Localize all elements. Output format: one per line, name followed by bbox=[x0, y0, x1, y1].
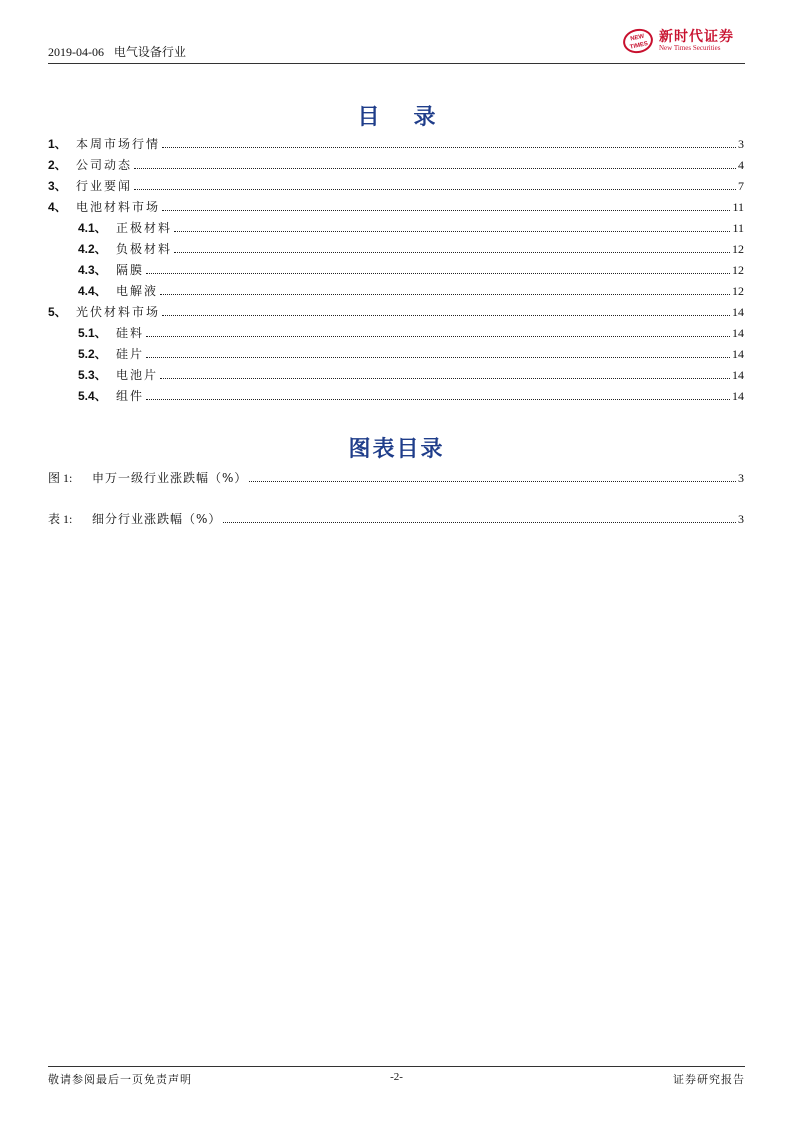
page-footer bbox=[48, 1066, 745, 1090]
toc-entry-label: 组件 bbox=[116, 389, 145, 403]
figure-entry-number: 图 1: bbox=[48, 471, 73, 485]
figure-entry-page: 3 bbox=[738, 512, 744, 526]
footer-divider bbox=[48, 1066, 745, 1067]
toc-entry-number: 4.3、 bbox=[78, 263, 107, 277]
toc-entry-label: 电池片 bbox=[116, 368, 159, 382]
toc-leader-dots bbox=[162, 147, 736, 148]
figure-entry-page: 3 bbox=[738, 471, 744, 485]
figure-entry[interactable] bbox=[48, 469, 744, 490]
toc-entry-page: 14 bbox=[732, 305, 744, 319]
figure-entry[interactable] bbox=[48, 510, 744, 531]
toc-subentry[interactable] bbox=[48, 345, 744, 366]
toc-entry-number: 4.1、 bbox=[78, 221, 107, 235]
toc-leader-dots bbox=[146, 399, 730, 400]
toc-entry-label: 光伏材料市场 bbox=[76, 305, 161, 319]
toc-leader-dots bbox=[174, 252, 730, 253]
toc-subentry[interactable] bbox=[48, 366, 744, 387]
header-info bbox=[48, 43, 186, 60]
toc-leader-dots bbox=[146, 273, 730, 274]
toc-entry-number: 3、 bbox=[48, 179, 67, 193]
toc-leader-dots bbox=[160, 294, 730, 295]
toc-leader-dots bbox=[146, 357, 730, 358]
report-date: 2019-04-06 bbox=[48, 45, 104, 59]
toc-entry-label: 公司动态 bbox=[76, 158, 133, 172]
toc-entry-page: 12 bbox=[732, 284, 744, 298]
toc-title-part-2: 录 bbox=[413, 104, 436, 130]
toc-subentry[interactable] bbox=[48, 219, 744, 240]
toc-entry-label: 本周市场行情 bbox=[76, 137, 161, 151]
page-header bbox=[48, 29, 745, 64]
toc-entry-page: 4 bbox=[738, 158, 744, 172]
logo-english-name: New Times Securities bbox=[659, 44, 721, 52]
toc-entry-label: 硅料 bbox=[116, 326, 145, 340]
toc-subentry[interactable] bbox=[48, 240, 744, 261]
footer-page-number: -2- bbox=[390, 1071, 403, 1083]
toc-entry-number: 4.2、 bbox=[78, 242, 107, 256]
header-divider bbox=[48, 63, 745, 64]
badge-line-2: TIMES bbox=[629, 41, 649, 51]
figures-title: 图表目录 bbox=[348, 436, 445, 462]
toc-entry-number: 5.1、 bbox=[78, 326, 107, 340]
toc-leader-dots bbox=[146, 336, 730, 337]
toc-entry-page: 11 bbox=[732, 221, 744, 235]
toc-entry[interactable] bbox=[48, 156, 744, 177]
toc-entry-page: 11 bbox=[732, 200, 744, 214]
toc-leader-dots bbox=[134, 189, 736, 190]
footer-report-type: 证券研究报告 bbox=[673, 1073, 745, 1086]
toc-leader-dots bbox=[162, 210, 730, 211]
figure-entry-number: 表 1: bbox=[48, 512, 73, 526]
toc-entry-label: 行业要闻 bbox=[76, 179, 133, 193]
toc-leader-dots bbox=[162, 315, 730, 316]
figure-leader-dots bbox=[223, 522, 736, 523]
toc-entry-label: 正极材料 bbox=[116, 221, 173, 235]
toc-entry-label: 硅片 bbox=[116, 347, 145, 361]
toc-entry-page: 12 bbox=[732, 242, 744, 256]
toc-title-part-1: 目 bbox=[357, 104, 380, 130]
toc-subentry[interactable] bbox=[48, 324, 744, 345]
toc-entry-number: 5.4、 bbox=[78, 389, 107, 403]
toc-entry-page: 14 bbox=[732, 368, 744, 382]
figure-entry-label: 申万一级行业涨跌幅（%） bbox=[92, 471, 248, 485]
toc-subentry[interactable] bbox=[48, 387, 744, 408]
new-times-badge-icon bbox=[621, 26, 655, 56]
toc-leader-dots bbox=[174, 231, 730, 232]
toc-subentry[interactable] bbox=[48, 282, 744, 303]
toc-entry-number: 4.4、 bbox=[78, 284, 107, 298]
figure-list bbox=[48, 469, 744, 551]
toc-entry-page: 3 bbox=[738, 137, 744, 151]
footer-disclaimer: 敬请参阅最后一页免责声明 bbox=[48, 1073, 192, 1086]
badge-line-1: NEW bbox=[629, 33, 645, 43]
logo-chinese-name: 新时代证券 bbox=[659, 29, 734, 45]
toc-subentry[interactable] bbox=[48, 261, 744, 282]
figure-entry-label: 细分行业涨跌幅（%） bbox=[92, 512, 222, 526]
toc-entry[interactable] bbox=[48, 303, 744, 324]
toc-entry-number: 5、 bbox=[48, 305, 67, 319]
toc-entry-page: 14 bbox=[732, 347, 744, 361]
toc-entry-number: 5.2、 bbox=[78, 347, 107, 361]
company-logo bbox=[623, 26, 745, 58]
toc-entry-label: 负极材料 bbox=[116, 242, 173, 256]
toc-entry[interactable] bbox=[48, 177, 744, 198]
toc-entry-page: 14 bbox=[732, 389, 744, 403]
toc-entry-number: 5.3、 bbox=[78, 368, 107, 382]
toc-entry-page: 12 bbox=[732, 263, 744, 277]
toc-title bbox=[0, 100, 793, 131]
toc-leader-dots bbox=[160, 378, 730, 379]
toc-entry[interactable] bbox=[48, 135, 744, 156]
toc-entry-number: 2、 bbox=[48, 158, 67, 172]
toc-entry-label: 隔膜 bbox=[116, 263, 145, 277]
toc-entry-label: 电池材料市场 bbox=[76, 200, 161, 214]
toc-entry-number: 1、 bbox=[48, 137, 67, 151]
toc-entry-label: 电解液 bbox=[116, 284, 159, 298]
toc-entry-page: 14 bbox=[732, 326, 744, 340]
sector-name: 电气设备行业 bbox=[113, 45, 186, 59]
table-of-contents bbox=[48, 135, 744, 408]
figure-leader-dots bbox=[249, 481, 736, 482]
toc-entry-number: 4、 bbox=[48, 200, 67, 214]
toc-entry[interactable] bbox=[48, 198, 744, 219]
toc-entry-page: 7 bbox=[738, 179, 744, 193]
toc-leader-dots bbox=[134, 168, 736, 169]
